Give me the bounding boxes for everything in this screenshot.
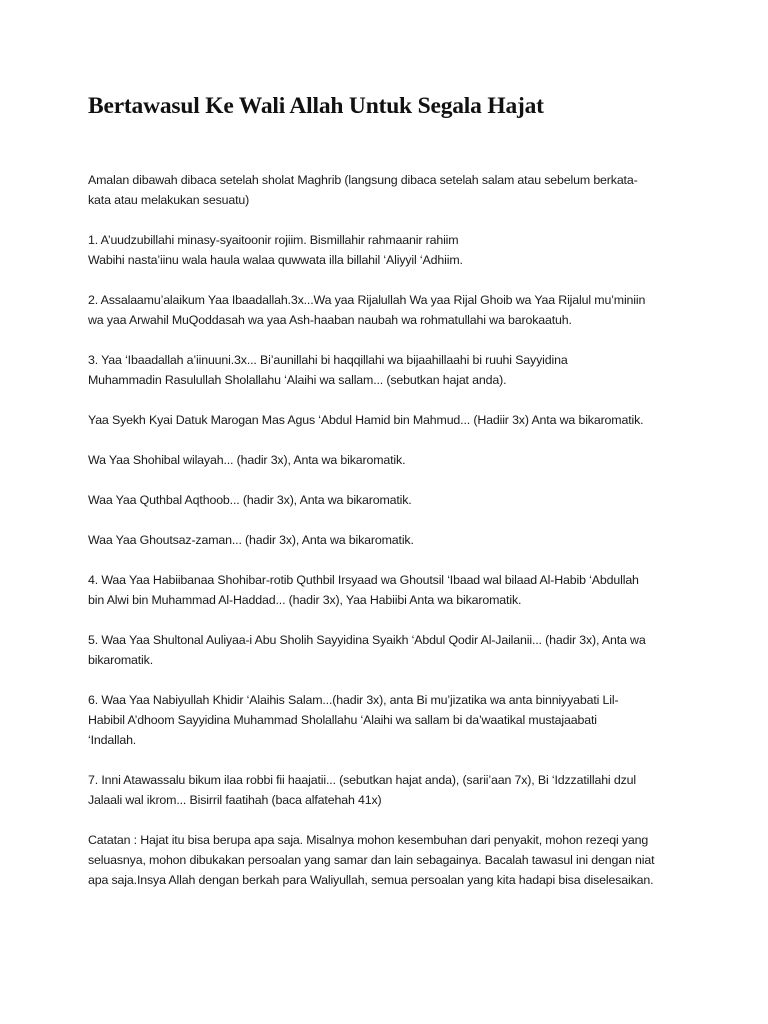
text-line: Waa Yaa Quthbal Aqthoob... (hadir 3x), Anta wa bikaromatik. — [88, 493, 412, 507]
document-body — [88, 170, 688, 890]
text-line: 4. Waa Yaa Habiibanaa Shohibar-rotib Quthbil Irsyaad wa Ghoutsil ‘Ibaad wal bilaad Al-Habib ‘Abdullah — [88, 573, 639, 587]
paragraph-shohibal — [88, 450, 688, 470]
paragraph-step-7 — [88, 770, 688, 810]
paragraph-step-6 — [88, 690, 688, 750]
text-line: Yaa Syekh Kyai Datuk Marogan Mas Agus ‘Abdul Hamid bin Mahmud... (Hadiir 3x) Anta wa bikaromatik. — [88, 413, 644, 427]
document-title: Bertawasul Ke Wali Allah Untuk Segala Hajat — [88, 93, 544, 119]
text-line: Wa Yaa Shohibal wilayah... (hadir 3x), Anta wa bikaromatik. — [88, 453, 406, 467]
paragraph-step-4 — [88, 570, 688, 610]
paragraph-catatan — [88, 830, 688, 890]
text-line: kata atau melakukan sesuatu) — [88, 193, 250, 207]
text-line: Habibil A’dhoom Sayyidina Muhammad Sholallahu ‘Alaihi wa sallam bi da’waatikal mustajaabati — [88, 713, 597, 727]
text-line: 2. Assalaamu’alaikum Yaa Ibaadallah.3x...Wa yaa Rijalullah Wa yaa Rijal Ghoib wa Yaa Rijalul mu’miniin — [88, 293, 646, 307]
text-line: 7. Inni Atawassalu bikum ilaa robbi fii haajatii... (sebutkan hajat anda), (sarii’aan 7x), Bi ‘Idzzatillahi dzul — [88, 773, 636, 787]
text-line: 6. Waa Yaa Nabiyullah Khidir ‘Alaihis Salam...(hadir 3x), anta Bi mu’jizatika wa anta binniyyabati Lil- — [88, 693, 619, 707]
text-line: 1. A’uudzubillahi minasy-syaitoonir rojiim. Bismillahir rahmaanir rahiim — [88, 233, 459, 247]
paragraph-intro — [88, 170, 688, 210]
text-line: Waa Yaa Ghoutsaz-zaman... (hadir 3x), Anta wa bikaromatik. — [88, 533, 414, 547]
paragraph-step-5 — [88, 630, 688, 670]
text-line: Muhammadin Rasulullah Sholallahu ‘Alaihi wa sallam... (sebutkan hajat anda). — [88, 373, 507, 387]
text-line: 5. Waa Yaa Shultonal Auliyaa-i Abu Sholih Sayyidina Syaikh ‘Abdul Qodir Al-Jailanii... (hadir 3x), Anta wa — [88, 633, 646, 647]
text-line: Jalaali wal ikrom... Bisirril faatihah (baca alfatehah 41x) — [88, 793, 382, 807]
paragraph-quthbal — [88, 490, 688, 510]
text-line: seluasnya, mohon dibukakan persoalan yang samar dan lain sebagainya. Bacalah tawasul ini dengan niat — [88, 853, 655, 867]
text-line: ‘Indallah. — [88, 733, 137, 747]
paragraph-step-3 — [88, 350, 688, 390]
text-line: Catatan : Hajat itu bisa berupa apa saja. Misalnya mohon kesembuhan dari penyakit, mohon rezeqi yang — [88, 833, 649, 847]
text-line: Amalan dibawah dibaca setelah sholat Maghrib (langsung dibaca setelah salam atau sebelum berkata- — [88, 173, 638, 187]
paragraph-syekh — [88, 410, 688, 430]
text-line: 3. Yaa ‘Ibaadallah a’iinuuni.3x... Bi’aunillahi bi haqqillahi wa bijaahillaahi bi ruuhi Sayyidina — [88, 353, 568, 367]
paragraph-step-2 — [88, 290, 688, 330]
text-line: bin Alwi bin Muhammad Al-Haddad... (hadir 3x), Yaa Habiibi Anta wa bikaromatik. — [88, 593, 522, 607]
text-line: wa yaa Arwahil MuQoddasah wa yaa Ash-haaban naubah wa rohmatullahi wa barokaatuh. — [88, 313, 572, 327]
paragraph-ghoutsaz — [88, 530, 688, 550]
text-line: bikaromatik. — [88, 653, 153, 667]
paragraph-step-1 — [88, 230, 688, 270]
text-line: Wabihi nasta’iinu wala haula walaa quwwata illa billahil ‘Aliyyil ‘Adhiim. — [88, 253, 463, 267]
text-line: apa saja.Insya Allah dengan berkah para Waliyullah, semua persoalan yang kita hadapi bisa diselesaikan. — [88, 873, 654, 887]
